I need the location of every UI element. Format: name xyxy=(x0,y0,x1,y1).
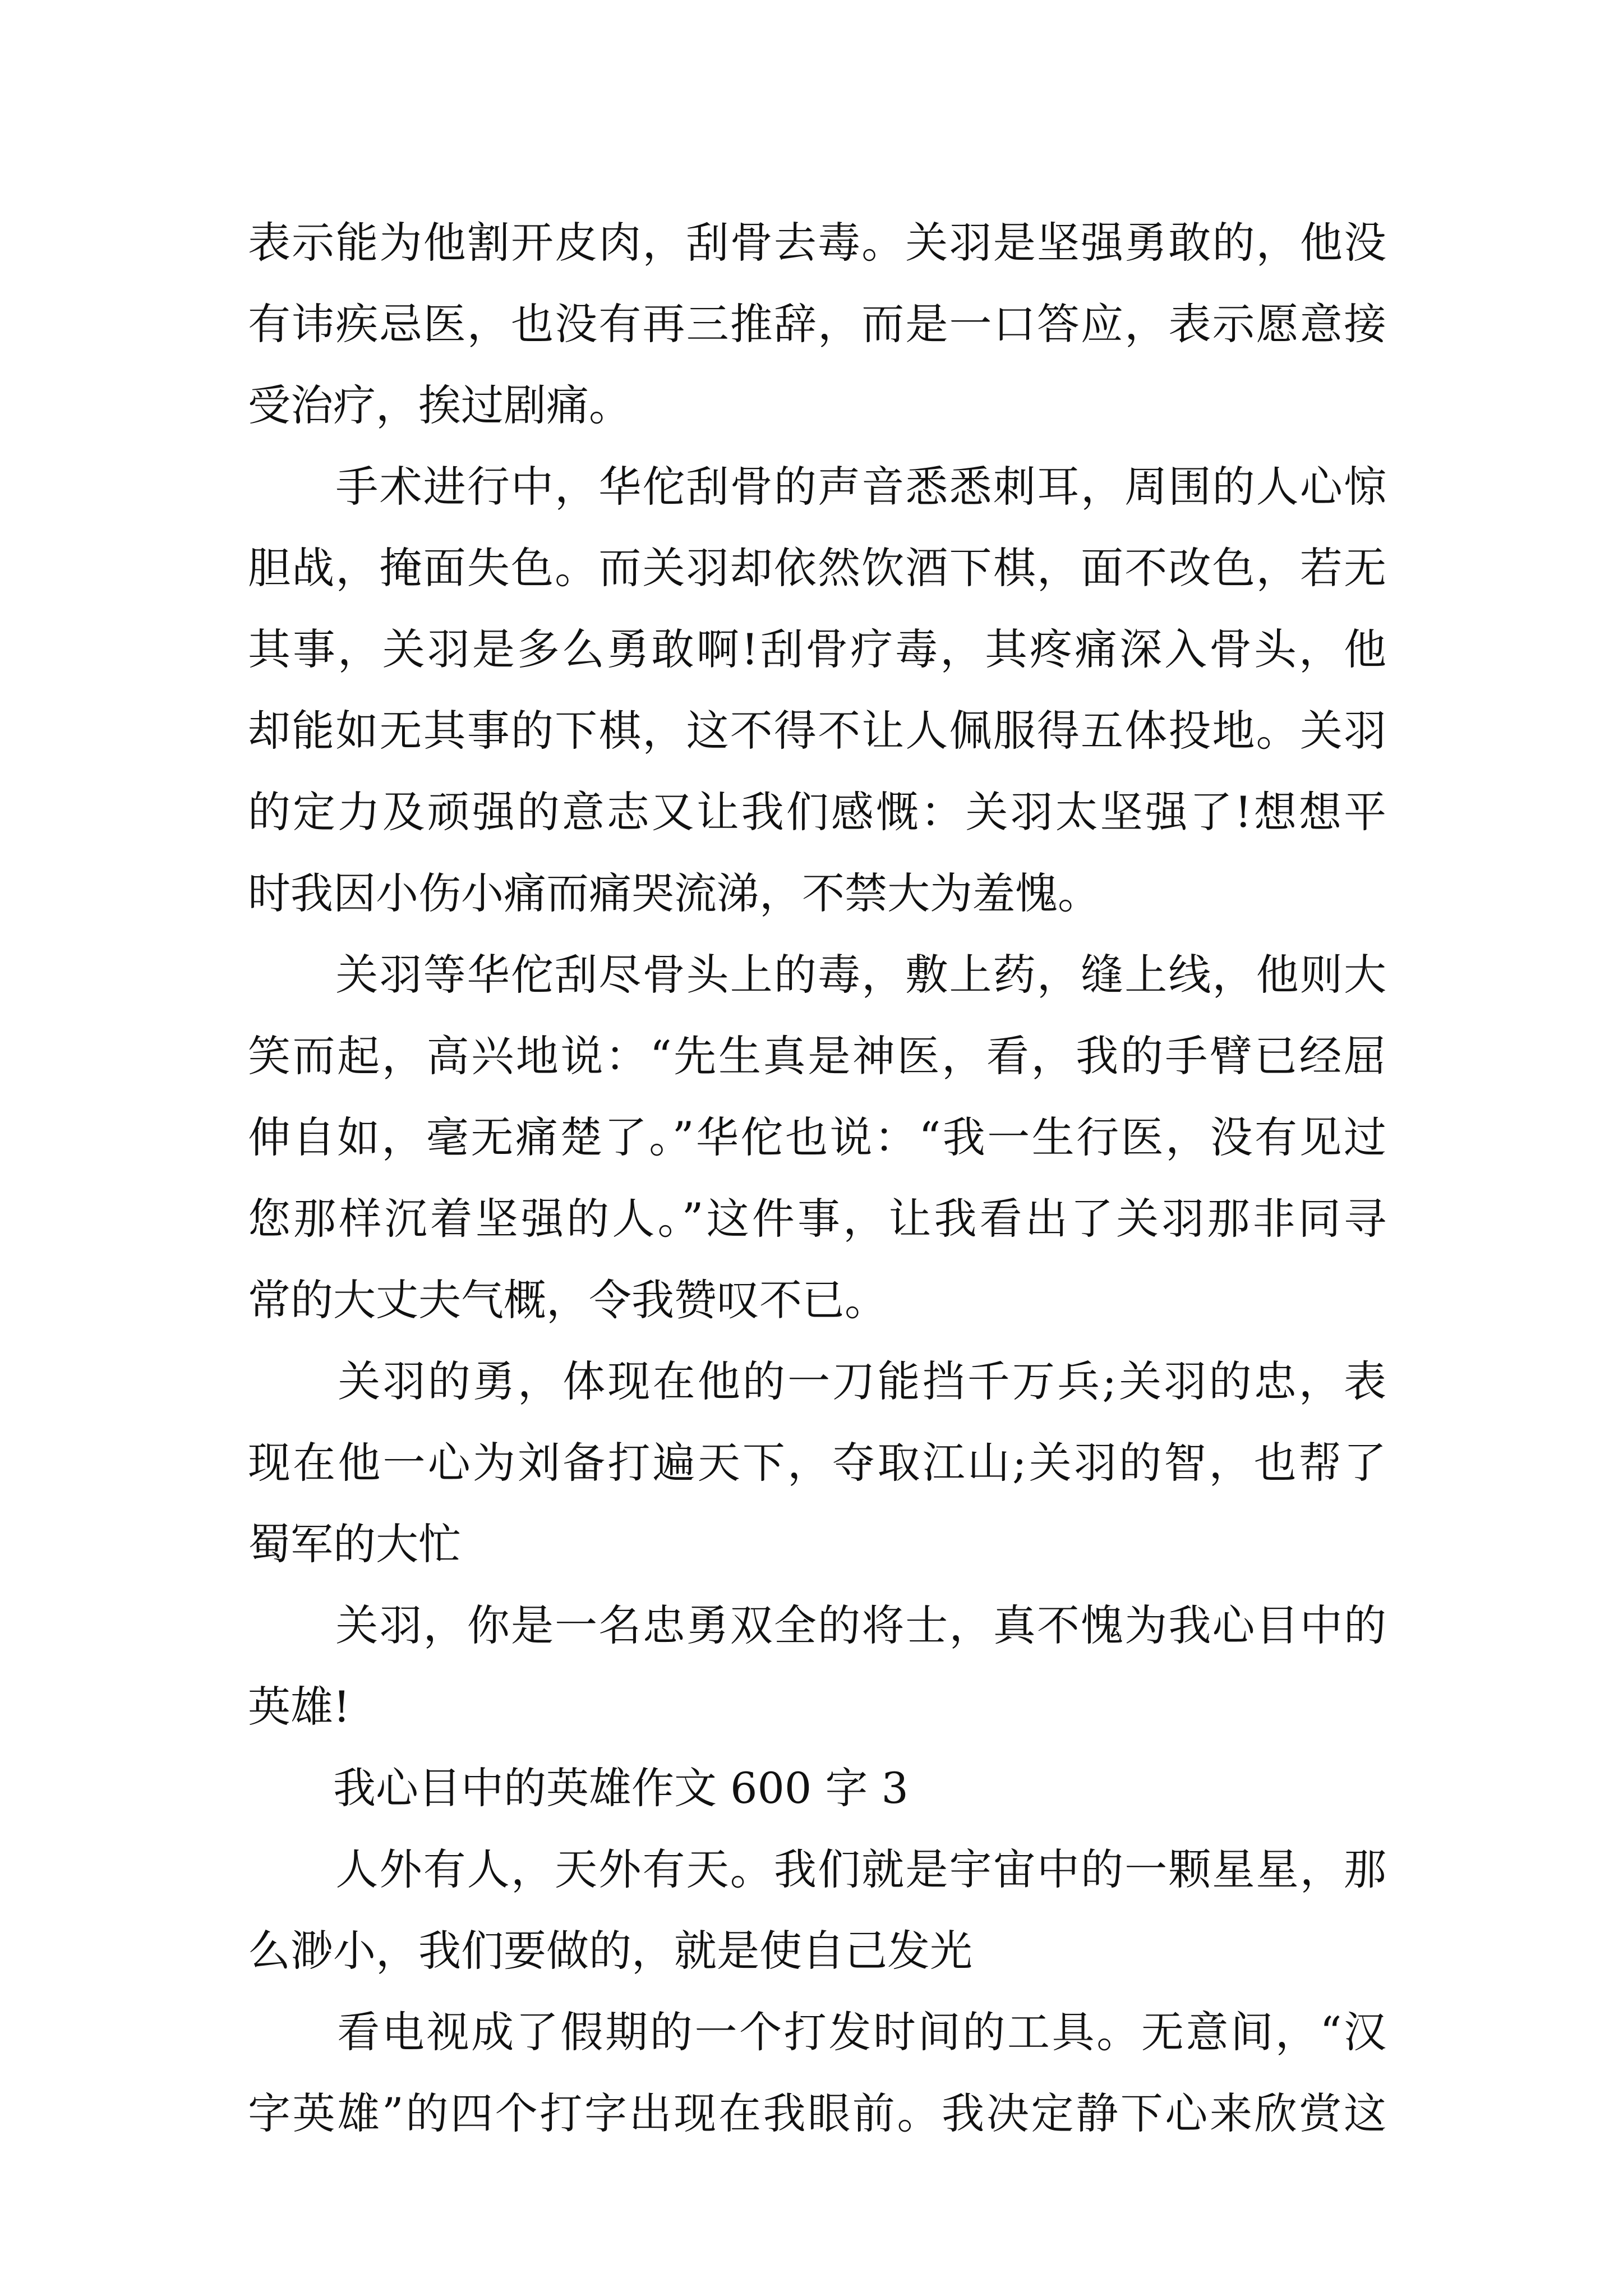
body-text xyxy=(248,202,1386,2154)
text-line: 却能如无其事的下棋，这不得不让人佩服得五体投地。关羽 xyxy=(248,706,1386,756)
text-line: 关羽，你是一名忠勇双全的将士，真不愧为我心目中的 xyxy=(248,1600,1386,1650)
text-line: 您那样沉着坚强的人。”这件事，让我看出了关羽那非同寻 xyxy=(248,1194,1386,1244)
text-line: 常的大丈夫气概，令我赞叹不已。 xyxy=(248,1275,887,1325)
text-line: 看电视成了假期的一个打发时间的工具。无意间，“汉 xyxy=(248,2007,1386,2057)
text-line: 字英雄”的四个打字出现在我眼前。我决定静下心来欣赏这 xyxy=(248,2088,1386,2138)
text-line: 么渺小，我们要做的，就是使自己发光 xyxy=(248,1926,972,1976)
text-line: 笑而起，高兴地说：“先生真是神医，看，我的手臂已经屈 xyxy=(248,1031,1386,1081)
text-line: 人外有人，天外有天。我们就是宇宙中的一颗星星，那 xyxy=(248,1844,1386,1894)
text-line: 其事，关羽是多么勇敢啊!刮骨疗毒，其疼痛深入骨头，他 xyxy=(248,624,1386,674)
text-line: 现在他一心为刘备打遍天下，夺取江山;关羽的智，也帮了 xyxy=(248,1438,1386,1488)
text-line: 英雄! xyxy=(248,1682,351,1732)
text-line: 蜀军的大忙 xyxy=(248,1519,461,1569)
text-line: 手术进行中，华佗刮骨的声音悉悉刺耳，周围的人心惊 xyxy=(248,462,1386,512)
text-line: 伸自如，毫无痛楚了。”华佗也说：“我一生行医，没有见过 xyxy=(248,1112,1386,1162)
text-line: 受治疗，挨过剧痛。 xyxy=(248,380,631,430)
text-line: 胆战，掩面失色。而关羽却依然饮酒下棋，面不改色，若无 xyxy=(248,543,1386,593)
text-line: 有讳疾忌医，也没有再三推辞，而是一口答应，表示愿意接 xyxy=(248,299,1386,349)
text-line: 时我因小伤小痛而痛哭流涕，不禁大为羞愧。 xyxy=(248,868,1100,918)
text-line: 表示能为他割开皮肉，刮骨去毒。关羽是坚强勇敢的，他没 xyxy=(248,218,1386,268)
text-line: 关羽的勇，体现在他的一刀能挡千万兵;关羽的忠，表 xyxy=(248,1356,1386,1406)
section-heading: 我心目中的英雄作文 600 字 3 xyxy=(248,1763,909,1813)
text-line: 的定力及顽强的意志又让我们感慨：关羽太坚强了!想想平 xyxy=(248,787,1386,837)
text-line: 关羽等华佗刮尽骨头上的毒，敷上药，缝上线，他则大 xyxy=(248,950,1386,1000)
